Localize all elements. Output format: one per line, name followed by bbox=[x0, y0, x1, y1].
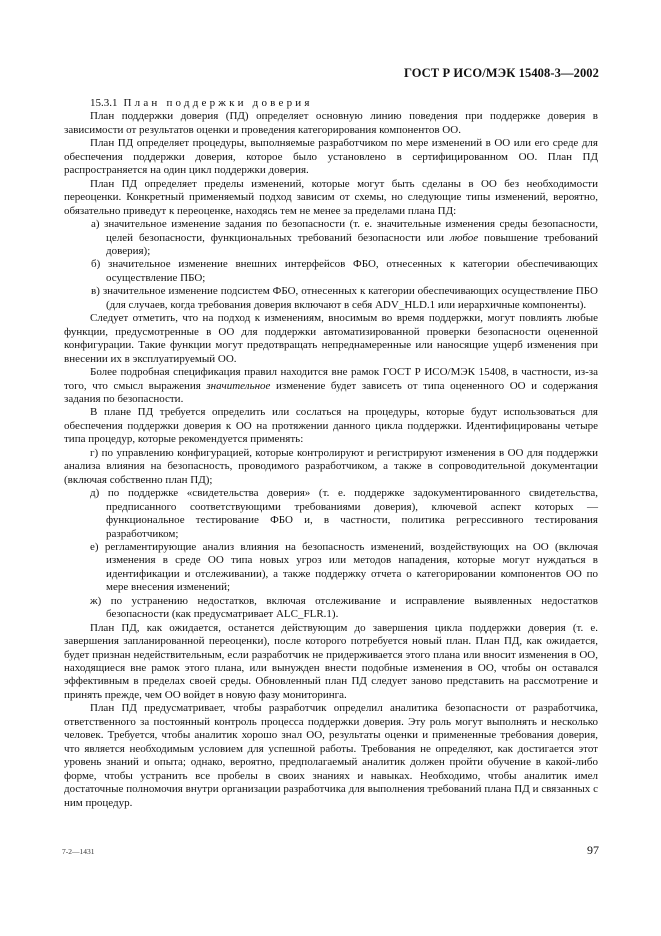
list-marker: ж) bbox=[90, 594, 102, 607]
list-marker: в) bbox=[91, 285, 100, 298]
emphasis: значительное bbox=[206, 379, 271, 392]
paragraph: План поддержки доверия (ПД) определяет основную линию поведения при поддержке доверия в зависимости от результатов оценки и проведения категорирования компонентов ОО. bbox=[64, 110, 598, 136]
page-header: ГОСТ Р ИСО/МЭК 15408-3—2002 bbox=[403, 66, 599, 80]
list-marker: д) bbox=[90, 487, 100, 500]
paragraph: План ПД определяет процедуры, выполняемые разработчиком по мере изменений в ОО или его среде для обеспечения поддержки доверия, которое было установлено в сертифицированном ОО. План ПД распространяется на один цикл поддержки доверия. bbox=[64, 137, 598, 177]
emphasis: любое bbox=[449, 231, 479, 244]
list-item: б) значительное изменение внешних интерфейсов ФБО, отнесенных к категории обеспечивающих осуществление ПБО; bbox=[91, 258, 598, 284]
list-item: ж) по устранению недостатков, включая отслеживание и исправление выявленных недостатков безопасности (как предусматривает ALC_FLR.1). bbox=[90, 594, 598, 621]
page-number: 97 bbox=[587, 843, 599, 857]
paragraph: В плане ПД требуется определить или сослаться на процедуры, которые будут использоваться для обеспечения поддержки доверия к ОО на протяжении данного цикла поддержки. Идентифицированы четыре типа процедур, которые рекомендуется применять: bbox=[64, 406, 598, 446]
list-item: г) по управлению конфигурацией, которые контролируют и регистрируют изменения в ОО для поддержки анализа влияния на безопасность, проводимого разработчиком, а также в сопроводительной документации (включая собственно план ПД); bbox=[64, 446, 599, 486]
section-number: 15.3.1 bbox=[90, 97, 118, 109]
list-item: е) регламентирующие анализ влияния на безопасность изменений, воздействующих на ОО (включая изменения в среде ОО типа новых угроз или методов нападения, которые могут нуждаться в идентификации и отслеживании), а также поддержку отчета о категорировании компонентов ОО по мере внесения изменений; bbox=[90, 540, 598, 594]
section-title: План поддержки доверия bbox=[123, 97, 313, 109]
document-body bbox=[64, 97, 598, 810]
paragraph: Следует отметить, что на подход к изменениям, вносимым во время поддержки, могут повлиять любые функции, предусмотренные в ОО для поддержки автоматизированной проверки безопасности оцененной конфигурации. Такие функции могут предотвращать непреднамеренные или наносящие ущерб изменения при внесении их в эксплуатируемый ОО. bbox=[64, 312, 598, 365]
section-heading bbox=[64, 97, 598, 110]
print-code: 7-2—1431 bbox=[62, 847, 95, 856]
list-marker: а) bbox=[91, 218, 100, 231]
list-marker: е) bbox=[90, 540, 99, 553]
list-item: в) значительное изменение подсистем ФБО, отнесенных к категории обеспечивающих осуществление ПБО (для случаев, когда требования доверия включают в себя ADV_HLD.1 или иерархичные компоненты). bbox=[91, 285, 598, 311]
paragraph: Более подробная спецификация правил находится вне рамок ГОСТ Р ИСО/МЭК 15408, в частности, из-за того, что смысл выражения значительное изменение будет зависеть от типа оцененного ОО и содержания задания по безопасности. bbox=[64, 366, 598, 405]
list-item: а) значительное изменение задания по безопасности (т. е. значительные изменения среды безопасности, целей безопасности, функциональных требований безопасности или любое повышение требований доверия); bbox=[91, 218, 599, 257]
list-marker: б) bbox=[91, 258, 101, 271]
paragraph: План ПД определяет пределы изменений, которые могут быть сделаны в ОО без необходимости переоценки. Конкретный применяемый подход зависим от схемы, но следующие типы изменений, вероятно, обязательно приведут к переоценке, находясь тем не менее за пределами плана ПД: bbox=[64, 177, 598, 217]
paragraph: План ПД предусматривает, чтобы разработчик определил аналитика безопасности от разработчика, ответственного за постоянный контроль процесса поддержки доверия. Эту роль могут выполнять и несколько человек. Требуется, чтобы аналитик хорошо знал ОО, результаты оценки и примененные требования доверия, что является необходимым условием для успешной работы. Требования не определяют, как достигается этот уровень знаний и опыта; однако, вероятно, предполагаемый аналитик должен пройти обучение в какой-либо форме, чтобы устранить все пробелы в своих знаниях и навыках. Необходимо, чтобы аналитик имел достаточные полномочия внутри организации разработчика для выполнения требований плана ПД и связанных с ним процедур. bbox=[64, 702, 598, 809]
list-marker: г) bbox=[90, 446, 99, 459]
paragraph: План ПД, как ожидается, останется действующим до завершения цикла поддержки доверия (т. е. завершения запланированной переоценки), после которого потребуется новый план. План ПД, как ожидается, будет признан недействительным, если разработчик не придерживается этого плана или вносит изменения в ОО, находящиеся вне рамок этого плана, или вынужден внести подобные изменения в ОО, чтобы он оставался эффективным в пределах своей среды. Обновленный план ПД следует заново представить на рассмотрение и принять прежде, чем ОО войдет в новую фазу мониторинга. bbox=[64, 621, 598, 701]
list-item: д) по поддержке «свидетельства доверия» (т. е. поддержке задокументированного свидетельства, предписанного соответствующими требованиями доверия), ключевой аспект которых — функциональное тестирование ФБО и, в частности, политика регрессивного тестирования разработчиком; bbox=[90, 487, 598, 540]
